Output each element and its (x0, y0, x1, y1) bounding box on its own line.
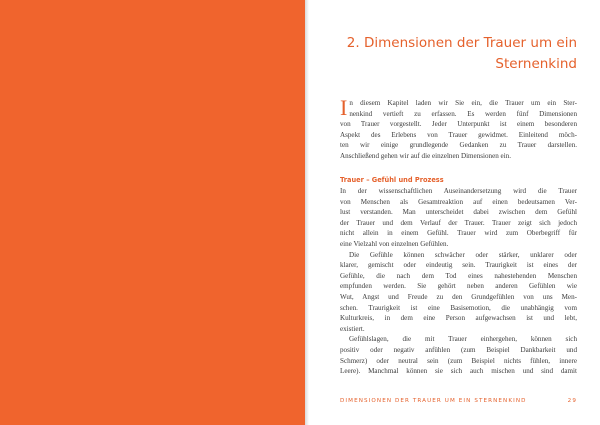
body-line: Wut, Angst und Freude zu den Grundgefühlen von uns Men- (340, 292, 577, 301)
body-line: nicht allein in einem Gefühl. Trauer wird zum Oberbegriff für (340, 229, 577, 238)
section-body (340, 186, 577, 377)
body-line: eine Vielzahl von einzelnen Gefühlen. (340, 239, 449, 248)
body-line: von Menschen als Gesamtreaktion auf einen bedeutsamen Ver- (340, 197, 577, 206)
intro-line: nenkind vertieft zu erfassen. Es werden fünf Dimensionen (349, 109, 577, 118)
body-line: existiert. (340, 324, 365, 333)
page-footer (340, 398, 577, 404)
body-line: lust verstanden. Man unterscheidet dabei zwischen dem Gefühl (340, 208, 577, 217)
drop-cap: I (340, 95, 348, 120)
body-line: Schmerz) oder neutral sein (zum Beispiel nichts fühlen, innere (340, 356, 577, 365)
page-number: 29 (567, 398, 577, 404)
body-line: schen. Traurigkeit ist eine Basisemotion, die unabhängig vom (340, 303, 577, 312)
intro-line: von Trauer vorgestellt. Jeder Unterpunkt ist einem besonderen (340, 120, 577, 129)
body-line: der Trauer und dem Verlauf der Trauer. Trauer zeigt sich jedoch (340, 218, 577, 227)
running-title: DIMENSIONEN DER TRAUER UM EIN STERNENKIND (340, 398, 527, 404)
intro-paragraph (340, 95, 577, 162)
intro-line: n diesem Kapitel laden wir Sie ein, die Trauer um ein Ster- (349, 99, 577, 107)
body-line: Kulturkreis, in dem eine Person aufgewachsen ist und lebt, (340, 314, 577, 323)
intro-line: ten wir einige grundlegende Gedanken zu Trauer darstellen. (340, 141, 577, 150)
chapter-title-line-1: 2. Dimensionen der Trauer um ein (346, 35, 577, 51)
body-line: empfunden werden. Sie gehört neben anderen Gefühlen wie (340, 282, 577, 291)
intro-line: Anschließend gehen wir auf die einzelnen Dimensionen ein. (340, 151, 511, 160)
body-line: klarer, gemischt oder eindeutig sein. Traurigkeit ist eines der (340, 261, 577, 270)
chapter-title-line-2: Sternenkind (495, 56, 577, 72)
body-line: Gefühlslagen, die mit Trauer einhergehen, können sich (349, 335, 577, 344)
section-heading: Trauer – Gefühl und Prozess (340, 176, 444, 184)
chapter-title (345, 33, 577, 75)
body-line: positiv oder negativ anfühlen (zum Beispiel Dankbarkeit und (340, 345, 577, 354)
body-line: Gefühle, die nach dem Tod eines nahestehenden Menschen (340, 271, 577, 280)
body-line: In der wissenschaftlichen Auseinandersetzung wird die Trauer (340, 187, 577, 195)
body-line: Die Gefühle können schwächer oder stärker, unklarer oder (349, 250, 577, 259)
body-line: Leere). Manchmal können sie sich auch mischen und sind damit (340, 367, 577, 376)
intro-line: Aspekt des Erlebens von Trauer gewidmet. Einleitend möch- (340, 130, 577, 139)
